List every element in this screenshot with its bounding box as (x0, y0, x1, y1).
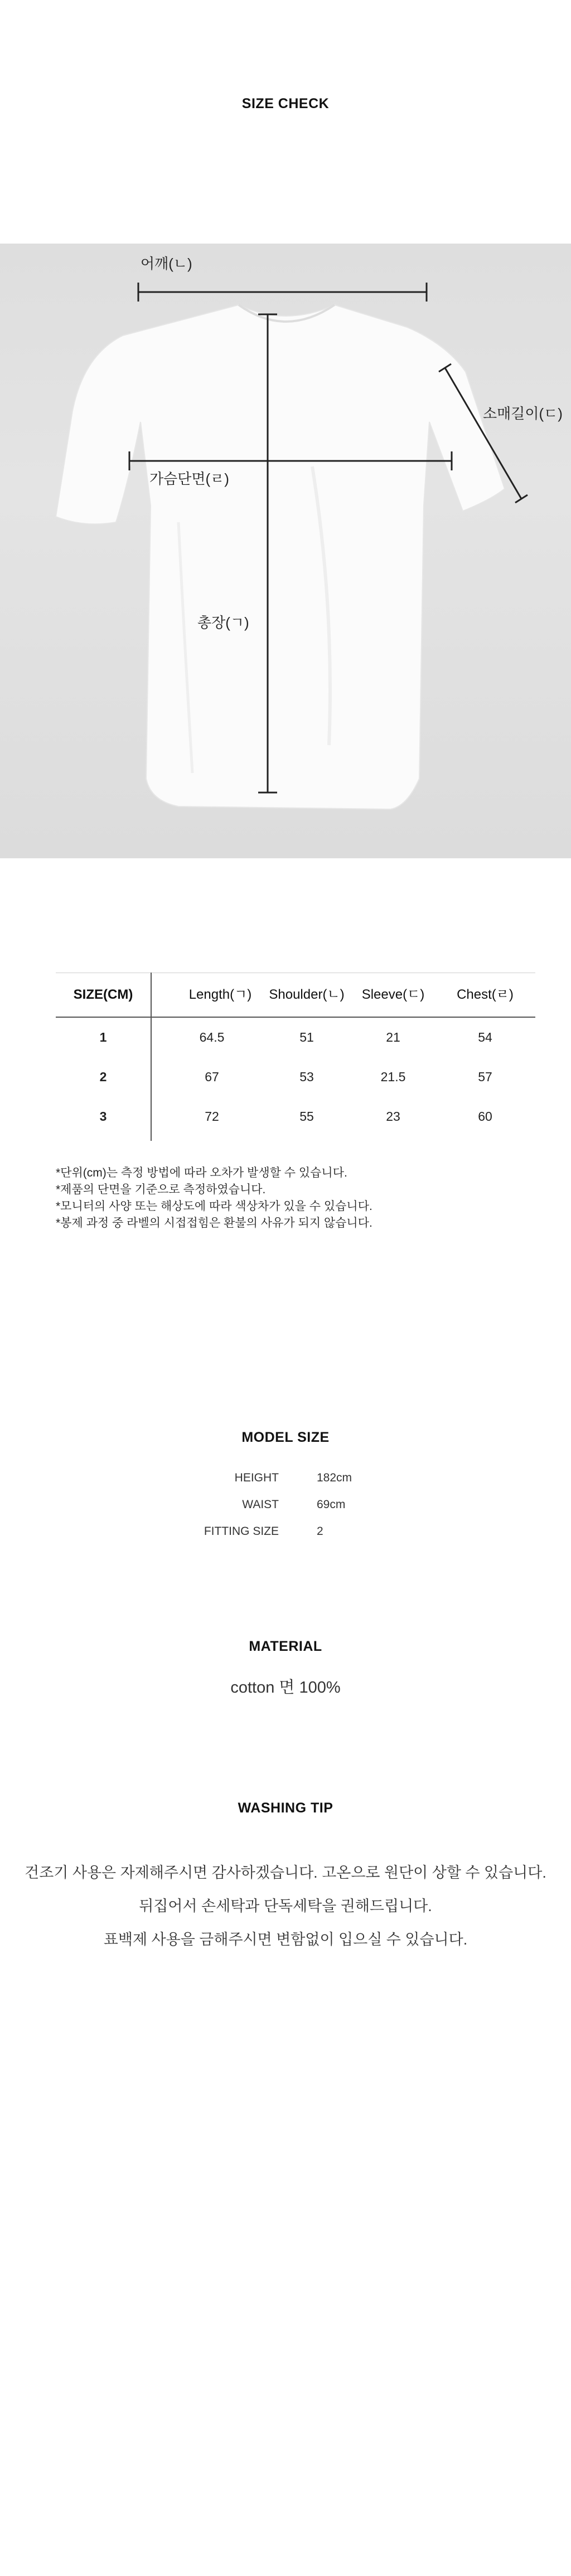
table-row (56, 1026, 535, 1048)
table-row (56, 1066, 535, 1088)
row-shoulder: 53 (299, 1070, 314, 1084)
row-length: 64.5 (199, 1030, 225, 1044)
sleeve-label: 소매길이(ㄷ) (483, 405, 563, 422)
row-length: 67 (205, 1070, 219, 1084)
row-chest: 54 (478, 1030, 492, 1044)
model-size-row (0, 1471, 571, 1488)
size-notes (56, 1165, 372, 1232)
model-size-row (0, 1525, 571, 1542)
note-item: *단위(cm)는 측정 방법에 따라 오차가 발생할 수 있습니다. (56, 1167, 347, 1179)
material-title: MATERIAL (249, 1639, 322, 1654)
header-shoulder: Shoulder(ㄴ) (269, 987, 345, 1002)
chest-label: 가슴단면(ㄹ) (149, 470, 229, 487)
tshirt-shape (56, 305, 505, 809)
table-row (56, 1105, 535, 1127)
row-sleeve: 23 (386, 1109, 400, 1124)
table-header-divider (56, 1017, 535, 1018)
note-item: *봉제 과정 중 라벨의 시접접힘은 환불의 사유가 되지 않습니다. (56, 1217, 372, 1229)
row-size: 2 (99, 1070, 107, 1084)
row-shoulder: 51 (299, 1030, 314, 1044)
note-item: *모니터의 사양 또는 해상도에 따라 색상차가 있을 수 있습니다. (56, 1200, 372, 1213)
row-sleeve: 21 (386, 1030, 400, 1044)
model-size-label: WAIST (242, 1498, 279, 1511)
table-header-row (56, 984, 535, 1006)
washing-tip-line: 건조기 사용은 자제해주시면 감사하겠습니다. 고온으로 원단이 상할 수 있습니다. (25, 1864, 546, 1881)
header-length: Length(ㄱ) (188, 987, 252, 1002)
model-size-row (0, 1498, 571, 1515)
shoulder-label: 어깨(ㄴ) (141, 255, 192, 272)
header-size: SIZE(CM) (73, 987, 133, 1002)
washing-tip-line: 뒤집어서 손세탁과 단독세탁을 권해드립니다. (139, 1898, 432, 1914)
length-label: 총장(ㄱ) (197, 614, 249, 631)
row-size: 3 (99, 1109, 107, 1124)
row-chest: 57 (478, 1070, 492, 1084)
row-size: 1 (99, 1030, 107, 1044)
model-size-label: HEIGHT (234, 1471, 279, 1484)
model-size-value: 2 (317, 1525, 323, 1538)
model-size-value: 69cm (317, 1498, 346, 1511)
header-chest: Chest(ㄹ) (457, 987, 514, 1002)
model-size-value: 182cm (317, 1471, 352, 1484)
header-sleeve: Sleeve(ㄷ) (361, 987, 425, 1002)
model-size-label: FITTING SIZE (204, 1525, 279, 1538)
tshirt-measurement-diagram (0, 244, 571, 858)
note-item: *제품의 단면을 기준으로 측정하였습니다. (56, 1183, 266, 1196)
product-measurement-image (0, 244, 571, 858)
model-size-title: MODEL SIZE (241, 1430, 330, 1445)
row-shoulder: 55 (299, 1109, 314, 1124)
washing-tip-title: WASHING TIP (238, 1800, 333, 1816)
size-check-title: SIZE CHECK (241, 96, 330, 111)
washing-tip-line: 표백제 사용을 금해주시면 변함없이 입으실 수 있습니다. (103, 1931, 468, 1948)
row-sleeve: 21.5 (380, 1070, 406, 1084)
shoulder-measure-line (138, 283, 427, 302)
row-chest: 60 (478, 1109, 492, 1124)
row-length: 72 (205, 1109, 219, 1124)
material-text: cotton 면 100% (230, 1679, 341, 1697)
